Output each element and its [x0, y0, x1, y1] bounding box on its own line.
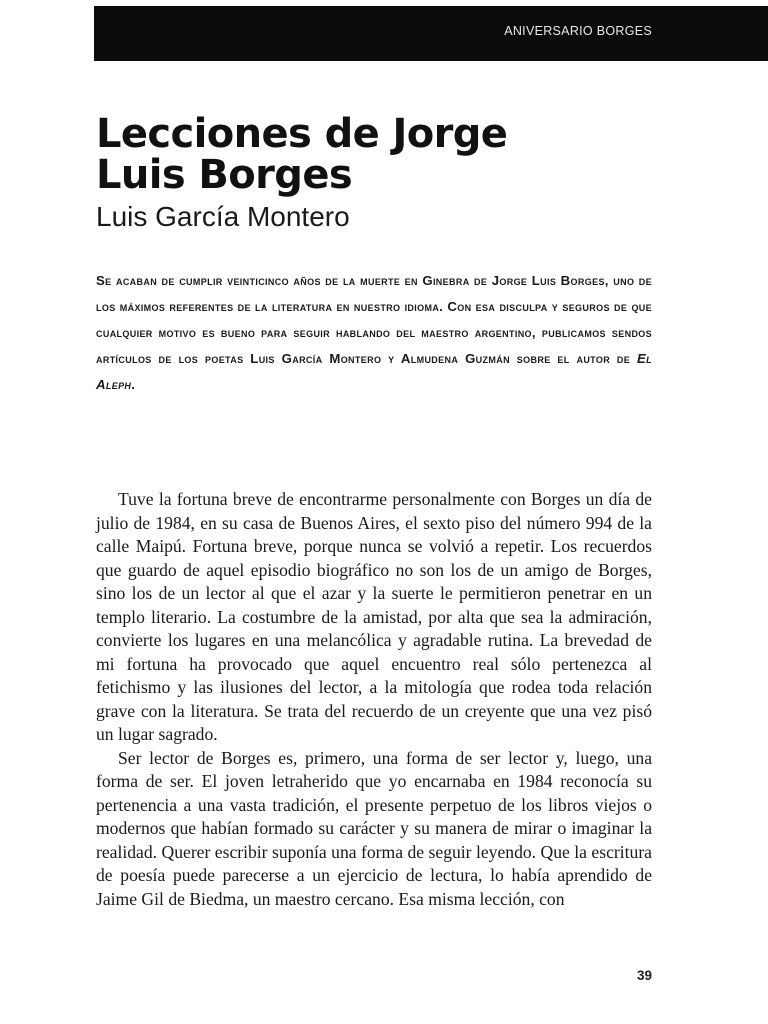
- article-title: [96, 111, 716, 198]
- abstract-book-title: El Aleph: [96, 351, 652, 392]
- abstract-end: .: [131, 377, 136, 392]
- title-line-2: Luis Borges: [96, 152, 353, 198]
- abstract-text: Se acaban de cumplir veinticinco años de la muerte en Ginebra de Jorge Luis Borges, uno de los máximos referentes de la literatura en nuestro idioma. Con esa disculpa y seguros de que cualquier motivo es bueno para seguir hablando del maestro argentino, publicamos sendos artículos de los poetas Luis García Montero y Almudena Guzmán sobre el autor de: [96, 273, 652, 366]
- body-paragraph: Tuve la fortuna breve de encontrarme personalmente con Borges un día de julio de 1984, en su casa de Buenos Aires, el sexto piso del número 994 de la calle Maipú. Fortuna breve, porque nunca se volvió a repetir. Los recuerdos que guardo de aquel episodio biográfico no son los de un amigo de Borges, sino los de un lector al que el azar y la suerte le permitieron penetrar en un templo literario. La costumbre de la amistad, por alta que sea la admiración, convierte los lugares en una melancólica y agradable rutina. La brevedad de mi fortuna ha provocado que aquel encuentro real sólo pertenezca al fetichismo y las ilusiones del lector, a la mitología que rodea toda relación grave con la literatura. Se trata del recuerdo de un creyente que una vez pisó un lugar sagrado.: [96, 489, 652, 744]
- page-number: 39: [636, 968, 652, 983]
- title-line-1: Lecciones de Jorge: [96, 111, 508, 157]
- header-bar: [94, 6, 768, 61]
- body-paragraph: Ser lector de Borges es, primero, una forma de ser lector y, luego, una forma de ser. El joven letraherido que yo encarnaba en 1984 reconocía su pertenencia a una vasta tradición, el presente perpetuo de los libros viejos o modernos que habían formado su carácter y su manera de mirar o imaginar la realidad. Querer escribir suponía una forma de seguir leyendo. Que la escritura de poesía puede parecerse a un ejercicio de lectura, lo había aprendido de Jaime Gil de Biedma, un maestro cercano. Esa misma lección, con: [96, 747, 652, 909]
- article-body: [96, 488, 652, 911]
- section-label: ANIVERSARIO BORGES: [504, 24, 652, 38]
- article-abstract: [96, 268, 652, 398]
- article-author: Luis García Montero: [96, 201, 350, 232]
